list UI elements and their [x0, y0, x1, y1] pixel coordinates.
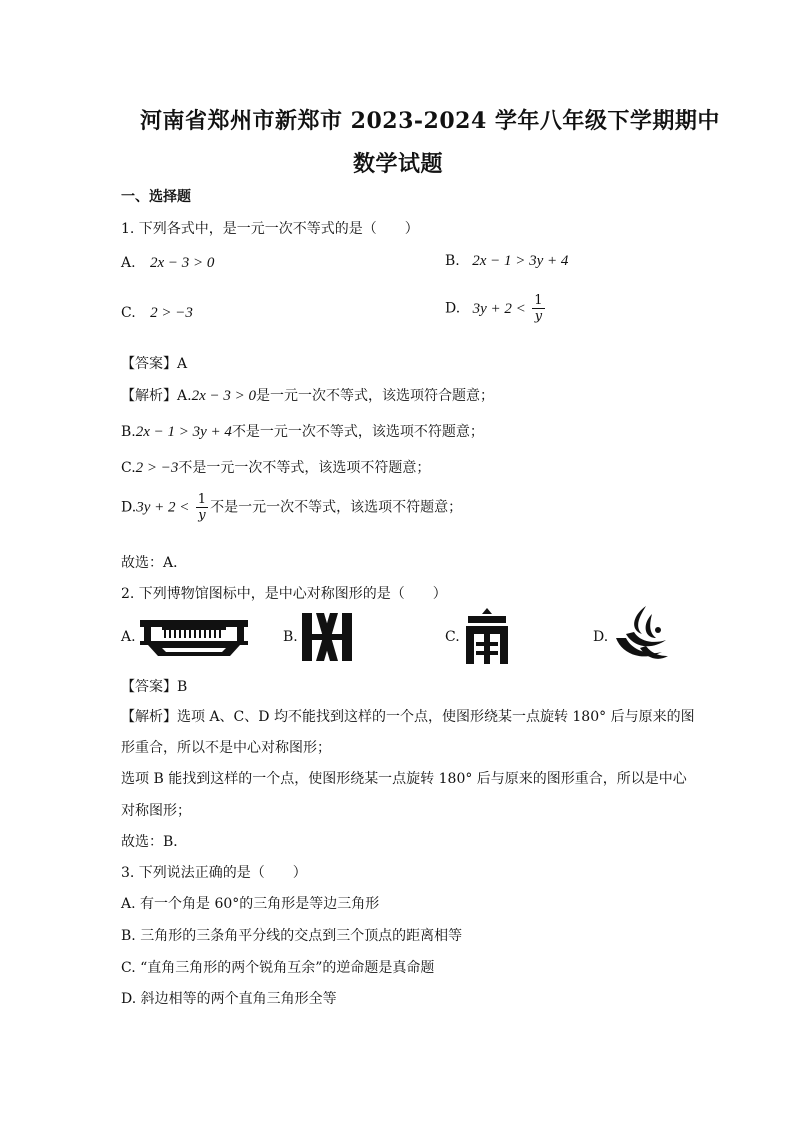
analysis-text: 不是一元一次不等式，该选项不符题意； [231, 424, 484, 440]
q1-option-c-label: C. [121, 305, 136, 321]
analysis-option-letter: D. [121, 499, 137, 516]
q2-label-d: D. [593, 629, 609, 645]
fraction-numerator: 1 [197, 492, 207, 507]
q1-analysis-d [121, 492, 462, 523]
q1-option-c [121, 305, 193, 322]
q3-option-d: D. 斜边相等的两个直角三角形全等 [121, 991, 337, 1007]
q1-conclusion: 故选：A． [121, 555, 188, 571]
q2-label-c: C. [445, 629, 460, 645]
analysis-expr: 3y + 2 < [136, 499, 190, 516]
analysis-option-letter: C. [121, 460, 136, 476]
q2-answer: 【答案】B [121, 679, 188, 695]
q3-stem: 3. 下列说法正确的是（ ） [121, 865, 307, 881]
q1-analysis-a [121, 385, 494, 405]
q1-analysis-c [121, 457, 430, 477]
fraction-denominator: y [534, 309, 543, 324]
museum-icon-c [462, 608, 512, 664]
q1-stem: 1. 下列各式中，是一元一次不等式的是（ ） [121, 221, 419, 237]
q2-label-a: A. [121, 629, 136, 645]
analysis-expr: 2 > −3 [135, 460, 179, 476]
analysis-option-letter: B. [121, 424, 136, 440]
q1-answer: 【答案】A [121, 356, 188, 372]
analysis-option-letter: A. [177, 388, 192, 404]
q3-option-a: A. 有一个角是 60°的三角形是等边三角形 [121, 896, 380, 912]
analysis-text: 不是一元一次不等式，该选项不符题意； [210, 499, 463, 516]
analysis-label: 【解析】 [121, 388, 177, 404]
q1-option-d-expr: 3y + 2 < [472, 300, 526, 317]
analysis-expr: 2x − 1 > 3y + 4 [135, 424, 232, 440]
q1-option-a-label: A. [121, 255, 136, 271]
page-subtitle: 数学试题 [353, 151, 444, 177]
fraction-denominator: y [198, 508, 206, 523]
q1-option-c-expr: 2 > −3 [150, 305, 193, 321]
q3-option-b: B. 三角形的三条角平分线的交点到三个顶点的距离相等 [121, 928, 463, 944]
q2-stem: 2. 下列博物馆图标中，是中心对称图形的是（ ） [121, 586, 447, 602]
q2-analysis-line4: 对称图形； [121, 803, 191, 819]
q2-conclusion: 故选：B． [121, 834, 188, 850]
q2-analysis-line1: 【解析】选项 A、C、D 均不能找到这样的一个点，使图形绕某一点旋转 180° 后与原来的图 [121, 709, 695, 725]
q1-option-d-label: D. [445, 300, 461, 317]
analysis-text: 是一元一次不等式，该选项符合题意； [255, 388, 494, 404]
q1-analysis-b [121, 421, 484, 441]
museum-icon-d [612, 604, 670, 666]
analysis-text: 不是一元一次不等式，该选项不符题意； [178, 460, 431, 476]
q2-label-b: B. [283, 629, 298, 645]
museum-icon-b [302, 613, 352, 661]
q1-option-a-expr: 2x − 3 > 0 [150, 255, 215, 271]
fraction-numerator: 1 [534, 293, 543, 308]
analysis-expr: 2x − 3 > 0 [191, 388, 256, 404]
museum-icon-a [138, 612, 250, 658]
page-title: 河南省郑州市新郑市 2023-2024 学年八年级下学期期中 [140, 108, 720, 134]
q1-option-d [445, 293, 547, 324]
analysis-fraction [196, 492, 208, 523]
q1-option-b-expr: 2x − 1 > 3y + 4 [472, 253, 569, 269]
q1-option-d-fraction [532, 293, 544, 324]
q3-option-c: C. “直角三角形的两个锐角互余”的逆命题是真命题 [121, 960, 435, 976]
q2-analysis-line3: 选项 B 能找到这样的一个点，使图形绕某一点旋转 180° 后与原来的图形重合，所以是中心 [121, 771, 687, 787]
q2-analysis-line2: 形重合，所以不是中心对称图形； [121, 740, 331, 756]
q1-option-b-label: B. [445, 253, 460, 269]
q1-option-b [445, 253, 568, 270]
q1-option-a [121, 255, 214, 272]
section-heading: 一、选择题 [121, 189, 191, 205]
